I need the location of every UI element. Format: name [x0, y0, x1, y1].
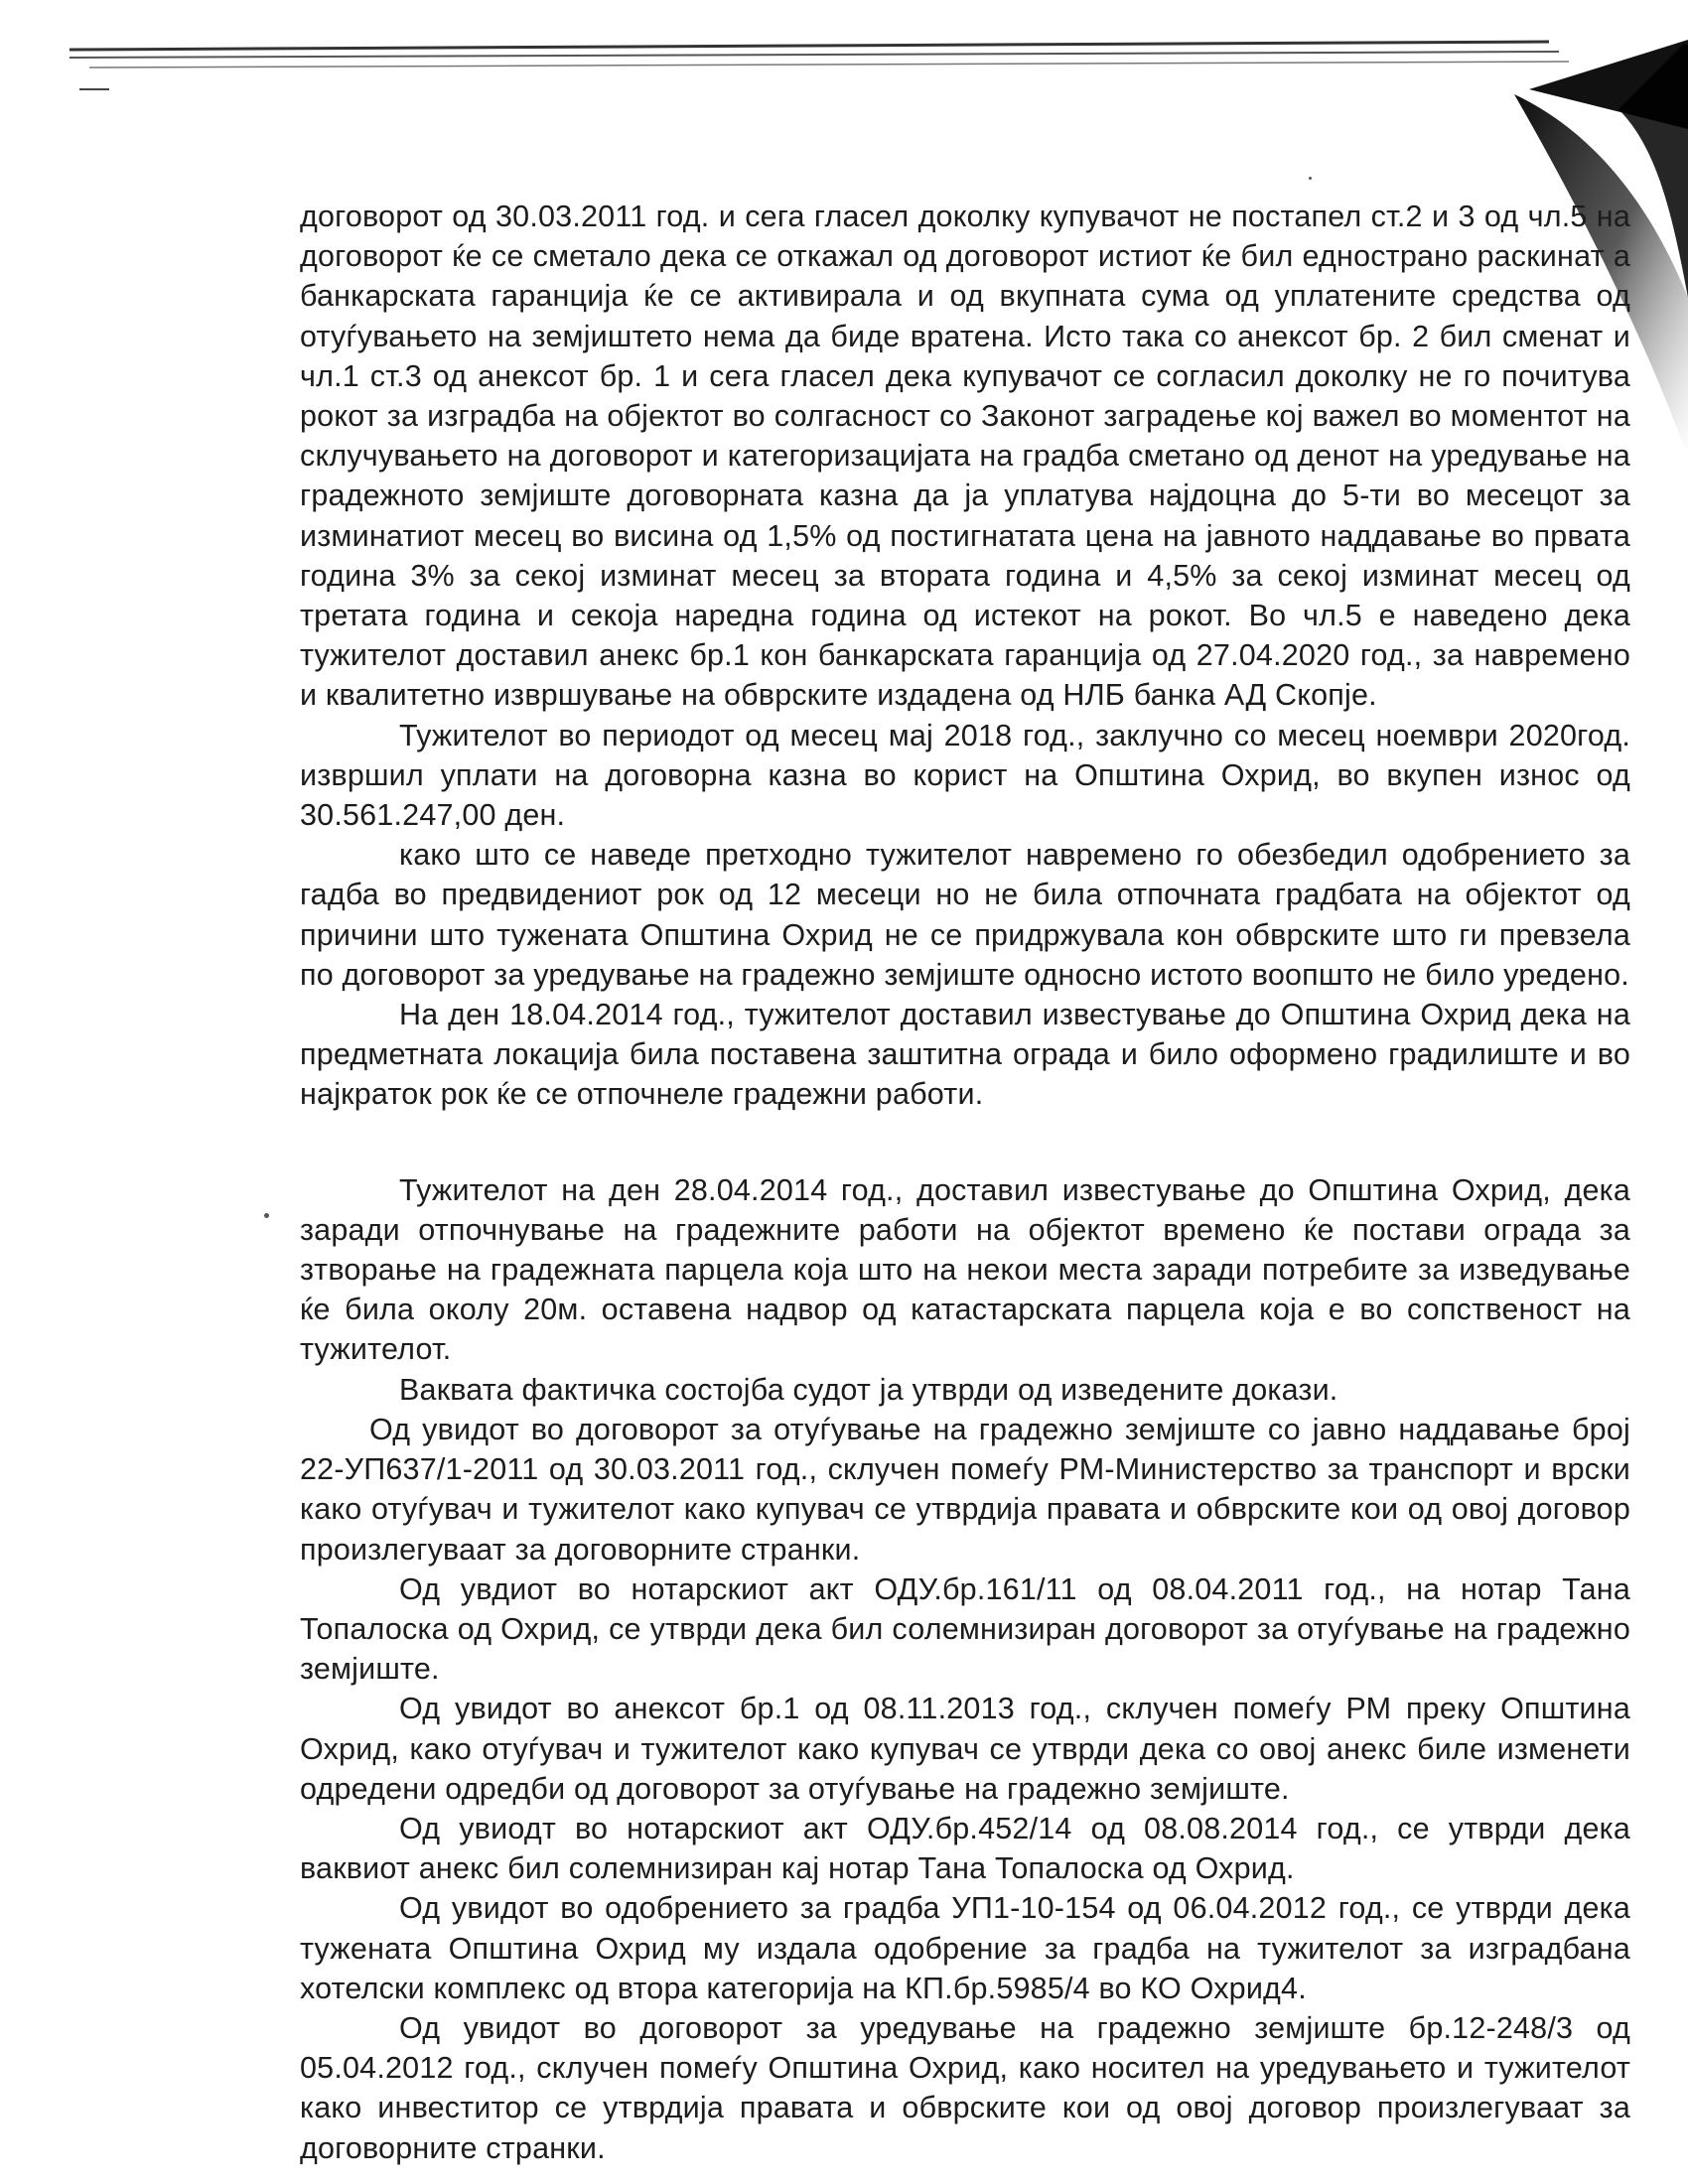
paragraph-factual-state: Ваквата фактичка состојба судот ја утврди од изведените докази. — [399, 1372, 1338, 1407]
scan-speck — [264, 1213, 269, 1218]
scan-speck — [1309, 177, 1312, 180]
paragraph-notice-18-04-2014: На ден 18.04.2014 год., тужителот доставил известување до Општина Охрид дека на предметната локација била поставена заштитна ограда и било оформено градилиште и во најкраток рок ќе се отпочнеле градежни работи. — [300, 998, 1630, 1112]
paragraph-notice-28-04-2014: Тужителот на ден 28.04.2014 год., доставил известување до Општина Охрид, дека заради отпочнување на градежните работи на објектот времено ќе постави ограда за зтворање на градежната парцела која што на некои места заради потребите за изведување ќе била околу 20м. оставена надвор од катастарската парцела која е во сопственост на тужителот. — [300, 1172, 1630, 1367]
document-body — [300, 197, 1630, 2168]
paragraph-penalty-payments: Тужителот во периодот од месец мај 2018 год., заклучно со месец ноември 2020год. извршил уплати на договорна казна во корист на Општина Охрид, во вкупен износ од 30.561.247,00 ден. — [300, 718, 1630, 833]
paragraph-building-approval: Од увидот во одобрението за градба УП1-10-154 од 06.04.2012 год., се утврди дека тужената Општина Охрид му издала одобрение за градба на тужителот за изградбана хотелски комплекс од втора категорија на КП.бр.5985/4 во КО Охрид4. — [300, 1891, 1630, 2005]
paragraph-continuation: договорот од 30.03.2011 год. и сега гласел доколку купувачот не постапел ст.2 и 3 од чл.5 на договорот ќе се сметало дека се откажал од договорот истиот ќе бил еднострано раскинат а банкарската гаранција ќе се активирала и од вкупната сума од уплатените средства од отуѓувањето на земјиштето нема да биде вратена. Исто така со анексот бр. 2 бил сменат и чл.1 ст.3 од анексот бр. 1 и сега гласел дека купувачот се согласил доколку не го почитува рокот за изградба на објектот во солгасност со Законот заградење кој важел во моментот на склучувањето на договорот и категоризацијата на градба сметано од денот на уредување на градежното земјиште договорната казна да ја уплатува најдоцна до 5-ти во месецот за изминатиот месец во висина од 1,5% од постигнатата цена на јавното наддавање во првата година 3% за секој изминат месец за втората година и 4,5% за секој изминат месец од третата година и секоја наредна година од истекот на рокот. Во чл.5 е наведено дека тужителот доставил анекс бр.1 кон банкарската гаранција од 27.04.2020 год., за навремено и квалитетно извршување на обврските издадена од НЛБ банка АД Скопје. — [300, 200, 1630, 713]
paragraph-land-development-contract: Од увидот во договорот за уредување на градежно земјиште бр.12-248/3 од 05.04.2012 год., склучен помеѓу Општина Охрид, како носител на уредувањето и тужителот како инвеститор се утврдија правата и обврските кои од овој договор произлегуваат за договорните странки. — [300, 2010, 1630, 2165]
paragraph-annex-1: Од увидот во анексот бр.1 од 08.11.2013 год., склучен помеѓу РМ преку Општина Охрид, како отуѓувач и тужителот како купувач се утврди дека со овој анекс биле изменети одредени одредби од договорот за отуѓување на градежно земјиште. — [300, 1692, 1630, 1806]
paragraph-alienation-contract: Од увидот во договорот за отуѓување на градежно земјиште со јавно наддавање број 22-УП637/1-2011 од 30.03.2011 год., склучен помеѓу РМ-Министерство за транспорт и врски како отуѓувач и тужителот како купувач се утврдија правата и обврските кои од овој договор произлегуваат за договорните странки. — [300, 1412, 1630, 1567]
paragraph-notary-act-161: Од увдиот во нотарскиот акт ОДУ.бр.161/11 од 08.04.2011 год., на нотар Тана Топалоска од Охрид, се утврди дека бил солемнизиран договорот за отуѓување на градежно земјиште. — [300, 1571, 1630, 1687]
paragraph-notary-act-452: Од увиодт во нотарскиот акт ОДУ.бр.452/14 од 08.08.2014 год., се утврди дека ваквиот анекс бил солемнизиран кај нотар Тана Топалоска од Охрид. — [300, 1811, 1630, 1886]
paragraph-building-permit: како што се наведе претходно тужителот навремено го обезбедил одобрението за гадба во предвидениот рок од 12 месеци но не била отпочната градбата на објектот од причини што тужената Општина Охрид не се придржувала кон обврските што ги превзела по договорот за уредување на градежно земјиште односно истото воопшто не било уредено. — [300, 838, 1630, 992]
